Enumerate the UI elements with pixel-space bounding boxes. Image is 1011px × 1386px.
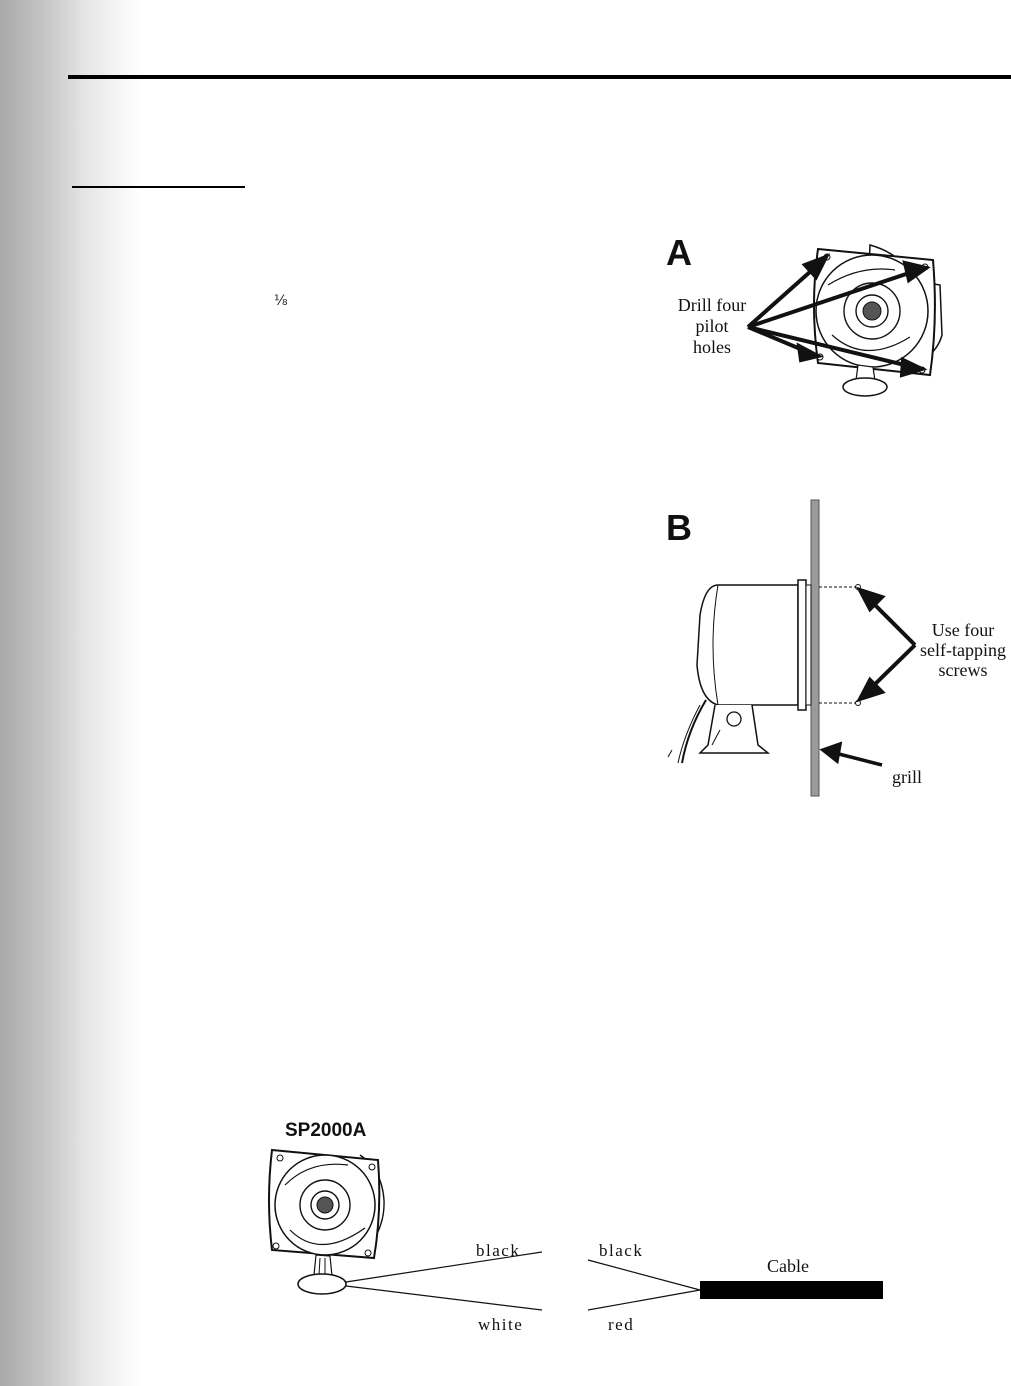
speaker-wire-white: [346, 1286, 542, 1310]
figure-a-label-line-1: Drill four: [677, 295, 747, 315]
figure-a-label-line-3: holes: [693, 337, 731, 357]
cable-wire-black-label: black: [599, 1241, 644, 1260]
figure-b-screws-line-3: screws: [938, 660, 988, 680]
grill-bar: [811, 500, 819, 796]
screw-arrows: [860, 590, 915, 699]
figure-b-mounting: [660, 495, 1010, 800]
model-label: SP2000A: [285, 1120, 367, 1141]
cable-label: Cable: [767, 1256, 809, 1276]
speaker-wire-black-label: black: [476, 1241, 521, 1260]
figure-b-letter: B: [666, 507, 692, 548]
speaker-base: [843, 378, 887, 396]
figure-b-screws-line-1: Use four: [931, 620, 995, 640]
sp2000a-base: [298, 1274, 346, 1294]
cable-wire-red: [588, 1290, 700, 1310]
cable-wire-black: [588, 1260, 700, 1290]
cable-bar: [700, 1281, 883, 1299]
speaker-flange: [798, 580, 806, 710]
grill-arrow: [823, 744, 882, 765]
speaker-wire-white-label: white: [478, 1315, 524, 1334]
figure-b-screws-line-2: self-tapping: [920, 640, 1006, 660]
figure-a-label-line-2: pilot: [695, 316, 729, 336]
grill-label: grill: [892, 767, 922, 787]
speaker-body-side: [697, 585, 798, 705]
page-side-gradient: [0, 0, 140, 1386]
wiring-diagram: [260, 1110, 900, 1350]
section-heading-underline: [72, 186, 245, 188]
figure-a-letter: A: [666, 232, 692, 273]
cable-wire-red-label: red: [608, 1315, 635, 1334]
figure-a-drill-holes: [660, 225, 960, 415]
fraction-symbol: ⅛: [274, 293, 288, 309]
header-rule: [68, 75, 1011, 79]
speaker-center-icon: [863, 302, 881, 320]
sp2000a-center-icon: [317, 1197, 333, 1213]
